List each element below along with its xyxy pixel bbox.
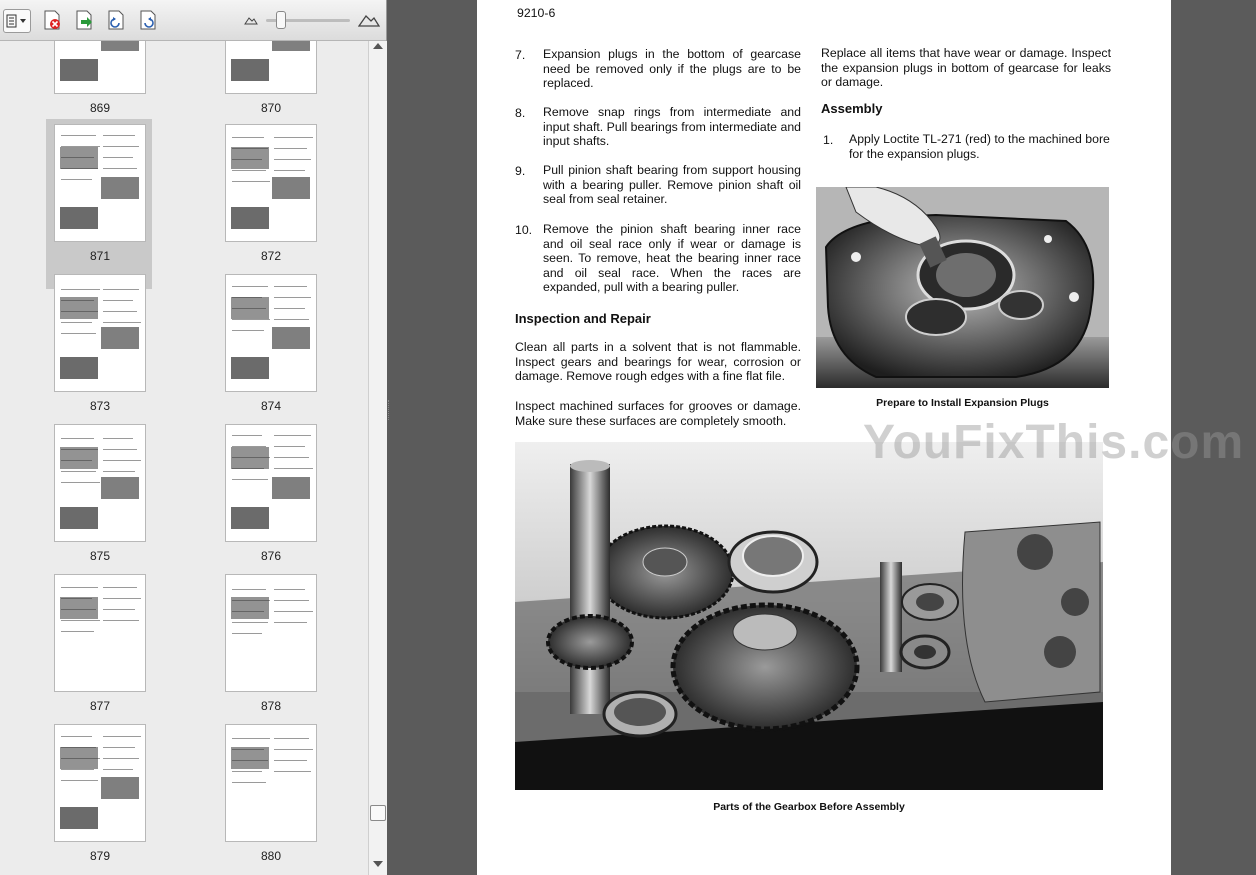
thumb-text-line	[274, 446, 305, 447]
page-thumbnail[interactable]	[225, 724, 317, 842]
assembly-step-1-text: Apply Loctite TL-271 (red) to the machined bore for the expansion plugs.	[849, 132, 1110, 161]
thumbnail-page-number: 875	[89, 549, 111, 563]
thumb-text-line	[274, 435, 311, 436]
page-thumbnail[interactable]	[54, 424, 146, 542]
page-header: 9210-6	[517, 6, 556, 20]
thumb-text-line	[61, 179, 92, 180]
thumb-text-line	[274, 319, 309, 320]
thumb-text-line	[103, 168, 137, 169]
thumb-text-line	[274, 308, 305, 309]
thumbnail-page-number: 878	[260, 699, 282, 713]
thumb-photo	[101, 41, 139, 51]
thumb-text-line	[61, 620, 100, 621]
thumb-photo	[231, 447, 269, 469]
thumb-text-line	[274, 738, 309, 739]
thumbnail-page-number: 880	[260, 849, 282, 863]
thumbnail-panel	[0, 0, 387, 875]
thumb-photo	[272, 177, 310, 199]
thumb-photo	[272, 477, 310, 499]
thumb-text-line	[103, 146, 139, 147]
delete-page-icon[interactable]	[40, 9, 64, 31]
thumb-text-line	[61, 736, 92, 737]
thumb-photo	[60, 297, 98, 319]
thumb-text-line	[103, 747, 135, 748]
thumb-text-line	[103, 587, 137, 588]
thumbnail-page-number: 873	[89, 399, 111, 413]
thumb-text-line	[232, 771, 262, 772]
thumbnail-page-number: 871	[89, 249, 111, 263]
thumb-text-line	[232, 170, 266, 171]
page-thumbnail[interactable]	[225, 574, 317, 692]
thumb-photo	[231, 597, 269, 619]
page-thumbnail[interactable]	[225, 124, 317, 242]
thumb-text-line	[232, 479, 268, 480]
step-7-number: 7.	[515, 48, 526, 62]
thumb-text-line	[274, 468, 313, 469]
thumbnail-page-number: 879	[89, 849, 111, 863]
thumb-photo	[231, 297, 269, 319]
step-9-text: Pull pinion shaft bearing from support housing with a bearing puller. Remove pinion shaft oil seal from seal retainer.	[543, 163, 801, 207]
photo-1-caption: Prepare to Install Expansion Plugs	[876, 397, 1049, 409]
thumb-photo	[231, 207, 269, 229]
photo-2-caption: Parts of the Gearbox Before Assembly	[713, 801, 905, 813]
thumb-photo	[231, 747, 269, 769]
thumb-text-line	[61, 587, 98, 588]
thumb-text-line	[103, 609, 135, 610]
thumb-photo	[60, 807, 98, 829]
thumb-text-line	[232, 181, 270, 182]
step-8-number: 8.	[515, 106, 526, 120]
thumb-photo	[272, 327, 310, 349]
step-9-number: 9.	[515, 164, 526, 178]
thumb-text-line	[274, 749, 313, 750]
thumb-photo	[101, 477, 139, 499]
assembly-heading: Assembly	[821, 101, 883, 116]
thumb-text-line	[274, 159, 311, 160]
thumb-text-line	[274, 760, 307, 761]
thumb-text-line	[103, 311, 137, 312]
thumb-text-line	[61, 135, 96, 136]
thumb-text-line	[232, 319, 270, 320]
thumb-photo	[60, 747, 98, 769]
thumb-text-line	[274, 622, 307, 623]
thumb-text-line	[232, 137, 264, 138]
rotate-cw-icon[interactable]	[136, 9, 160, 31]
thumb-text-line	[61, 438, 94, 439]
thumb-text-line	[274, 286, 307, 287]
sidebar-options-icon[interactable]	[3, 9, 31, 33]
inspection-para-1: Clean all parts in a solvent that is not flammable. Inspect gears and bearings for wear, corrosion or damage. Remove rough edges with a fine flat file.	[515, 340, 801, 384]
step-10-number: 10.	[515, 223, 533, 237]
thumb-text-line	[274, 771, 311, 772]
thumb-text-line	[232, 782, 266, 783]
thumb-text-line	[61, 289, 100, 290]
thumb-text-line	[274, 170, 305, 171]
thumb-photo	[101, 327, 139, 349]
thumb-text-line	[61, 631, 94, 632]
zoom-small-icon[interactable]	[242, 9, 260, 31]
assembly-step-1-number: 1.	[823, 133, 834, 147]
thumb-photo	[101, 177, 139, 199]
gearbox-parts-photo	[515, 442, 1103, 790]
thumb-text-line	[103, 758, 139, 759]
inspection-heading: Inspection and Repair	[515, 311, 651, 326]
thumbnail-page-number: 870	[260, 101, 282, 115]
expansion-plugs-photo	[816, 187, 1109, 388]
thumbnail-page-number: 872	[260, 249, 282, 263]
thumbnail-page-number: 877	[89, 699, 111, 713]
thumbnail-page-number: 876	[260, 549, 282, 563]
thumb-photo	[60, 597, 98, 619]
thumb-text-line	[103, 598, 141, 599]
thumb-text-line	[232, 435, 262, 436]
thumb-text-line	[232, 633, 262, 634]
thumb-text-line	[103, 769, 133, 770]
thumb-text-line	[274, 589, 305, 590]
thumb-text-line	[103, 449, 137, 450]
thumb-photo	[231, 357, 269, 379]
thumb-text-line	[61, 322, 92, 323]
thumb-text-line	[103, 322, 141, 323]
thumb-text-line	[103, 438, 133, 439]
thumb-text-line	[103, 736, 141, 737]
thumb-photo	[60, 357, 98, 379]
thumb-photo	[60, 147, 98, 169]
replace-items-para: Replace all items that have wear or damage. Inspect the expansion plugs in bottom of gearcase for leaks or damage.	[821, 46, 1111, 90]
thumb-text-line	[232, 330, 264, 331]
rotate-ccw-icon[interactable]	[104, 9, 128, 31]
page-thumbnail[interactable]	[225, 41, 317, 94]
page-thumbnail[interactable]	[54, 41, 146, 94]
thumb-text-line	[274, 457, 309, 458]
step-10-text: Remove the pinion shaft bearing inner race and oil seal race only if wear or damage is seen. To remove, heat the bearing inner race and oil seal race. When the races are expanded, pull with a bearing puller.	[543, 222, 801, 295]
extract-page-icon[interactable]	[72, 9, 96, 31]
thumb-text-line	[103, 135, 135, 136]
thumb-text-line	[103, 471, 135, 472]
thumb-text-line	[61, 471, 96, 472]
thumbnail-page-number: 869	[89, 101, 111, 115]
inspection-para-2: Inspect machined surfaces for grooves or damage. Make sure these surfaces are completely smooth.	[515, 399, 801, 428]
step-8-text: Remove snap rings from intermediate and input shaft. Pull bearings from intermediate and input shafts.	[543, 105, 801, 149]
zoom-large-icon[interactable]	[357, 9, 381, 31]
thumb-photo	[231, 59, 269, 81]
scroll-down-arrow-icon[interactable]	[373, 861, 383, 867]
page-thumbnail[interactable]	[225, 424, 317, 542]
thumb-text-line	[232, 286, 268, 287]
thumb-text-line	[274, 611, 313, 612]
thumb-photo	[231, 147, 269, 169]
thumbnail-toolbar	[0, 0, 386, 41]
scroll-up-arrow-icon[interactable]	[373, 43, 383, 49]
thumb-photo	[60, 507, 98, 529]
thumb-photo	[272, 41, 310, 51]
thumb-text-line	[232, 589, 266, 590]
thumb-text-line	[61, 780, 98, 781]
page-thumbnail[interactable]	[54, 574, 146, 692]
panel-divider[interactable]	[387, 0, 477, 875]
watermark: YouFixThis.com	[863, 416, 1245, 469]
thumb-text-line	[103, 620, 139, 621]
page-thumbnail[interactable]	[54, 724, 146, 842]
page-thumbnail[interactable]	[54, 124, 146, 242]
thumb-text-line	[232, 738, 270, 739]
thumb-photo	[60, 59, 98, 81]
page-thumbnail[interactable]	[225, 274, 317, 392]
thumb-text-line	[61, 769, 94, 770]
thumbnail-scrollbar[interactable]	[368, 41, 387, 875]
thumb-photo	[60, 447, 98, 469]
thumb-text-line	[274, 137, 313, 138]
thumb-text-line	[103, 300, 133, 301]
thumb-photo	[60, 207, 98, 229]
scroll-thumb[interactable]	[370, 805, 386, 821]
thumb-text-line	[103, 157, 133, 158]
thumb-text-line	[232, 622, 268, 623]
thumb-text-line	[274, 148, 307, 149]
thumbnail-size-slider[interactable]	[262, 9, 354, 31]
thumb-text-line	[103, 289, 139, 290]
thumb-photo	[101, 777, 139, 799]
step-7-text: Expansion plugs in the bottom of gearcase need be removed only if the plugs are to be replaced.	[543, 47, 801, 91]
thumb-text-line	[274, 297, 311, 298]
page-thumbnail[interactable]	[54, 274, 146, 392]
thumbnail-list[interactable]	[0, 41, 368, 875]
thumb-text-line	[103, 460, 141, 461]
thumb-photo	[231, 507, 269, 529]
thumb-text-line	[61, 333, 96, 334]
slider-knob[interactable]	[276, 11, 286, 29]
thumb-text-line	[61, 482, 100, 483]
thumb-text-line	[274, 600, 309, 601]
thumbnail-page-number: 874	[260, 399, 282, 413]
